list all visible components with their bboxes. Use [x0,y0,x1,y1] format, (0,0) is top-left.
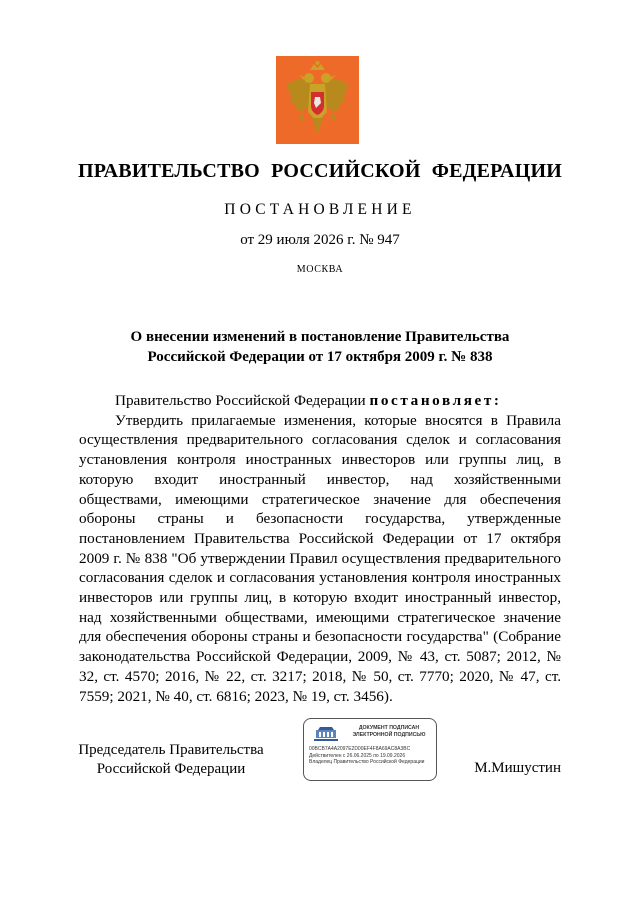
coat-of-arms-emblem [276,56,359,144]
intro-paragraph [79,391,561,411]
intro-prefix: Правительство Российской Федерации [115,392,370,409]
stamp-owner: Владелец Правительство Российской Федерации [309,759,425,766]
electronic-signature-stamp [303,718,437,781]
stamp-validity: Действителен с 26.06.2025 по 19.09.2026 [309,752,406,759]
decree-title-line-1: О внесении изменений в постановление Правительства [130,329,510,345]
coat-of-arms-small-icon [311,724,341,742]
document-type: ПОСТАНОВЛЕНИЕ [224,201,416,218]
russian-coat-of-arms-icon [276,56,359,144]
main-paragraph: Утвердить прилагаемые изменения, которые вносятся в Правила осуществления предварительного согласования сделок и согласования установления контроля иностранных инвесторов или группы лиц, в которую входит иностранный инвестор, над хозяйственными обществами, имеющими стратегическое значение для обеспечения обороны страны и безопасности государства, утвержденные постановлением Правительства Российской Федерации от 17 октября 2009 г. № 838 "Об утверждении Правил осуществления предварительного согласования сделок и согласования установления контроля иностранных инвесторов или группы лиц, в которую входит иностранный инвестор, над хозяйственными обществами, имеющими стратегическое значение для обеспечения обороны страны и безопасности государства" (Собрание законодательства Российской Федерации, 2009, № 43, ст. 5087; 2012, № 32, ст. 4570; 2016, № 22, ст. 3217; 2018, № 50, ст. 7770; 2020, № 47, ст. 7559; 2021, № 40, ст. 6816; 2023, № 19, ст. 3456). [79,411,561,705]
stamp-serial: 00BCB7A4A2097E2D00EF4F8A69AC8A3BC [309,746,411,752]
signer-name: М.Мишустин [474,760,561,776]
signer-position-line-2: Российской Федерации [96,761,246,777]
decree-date-number: от 29 июля 2026 г. № 947 [240,232,400,248]
decree-title-line-2: Российской Федерации от 17 октября 2009 г. № 838 [147,349,493,365]
stamp-info [309,746,435,766]
decree-body [79,391,561,706]
decree-title [60,327,580,367]
government-title: ПРАВИТЕЛЬСТВО РОССИЙСКОЙ ФЕДЕРАЦИИ [78,160,562,182]
stamp-header-line-2: ЭЛЕКТРОННОЙ ПОДПИСЬЮ [352,732,426,738]
city-name: МОСКВА [296,264,344,275]
signer-position-line-1: Председатель Правительства [78,742,264,758]
stamp-header-line-1: ДОКУМЕНТ ПОДПИСАН [358,725,420,731]
intro-verb: постановляет: [369,392,502,409]
signer-position [60,741,282,779]
stamp-header [344,725,434,739]
